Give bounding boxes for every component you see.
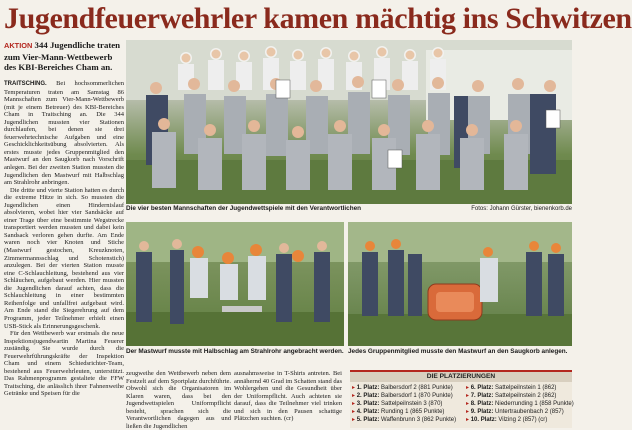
article-signature: (cr) [284, 415, 294, 423]
result-team: Untertraubenbach 2 (857) [495, 409, 564, 415]
result-item [352, 384, 456, 392]
result-team: Runding 1 (865 Punkte) [381, 409, 445, 415]
results-list-right [466, 384, 574, 424]
arrow-icon: ▸ [352, 401, 356, 407]
result-item [466, 408, 574, 416]
article-column-1 [4, 80, 124, 420]
photo-bottom-right-illustration [348, 222, 572, 346]
result-item [466, 392, 574, 400]
photo-bottom-right [348, 222, 572, 346]
dateline: TRAITSCHING. [4, 81, 47, 87]
article-column-3 [234, 370, 342, 424]
arrow-icon: ▸ [352, 409, 356, 415]
lede-text: 344 Jugendliche traten zum Vier-Mann-Wettbewerb des KBI-Bereiches Cham an. [4, 40, 121, 73]
arrow-icon: ▸ [352, 417, 356, 423]
arrow-icon: ▸ [466, 401, 470, 407]
arrow-icon: ▸ [466, 385, 470, 391]
result-place: 10. Platz: [470, 417, 497, 423]
article-column-2 [126, 370, 231, 430]
photo-bottom-left-caption: Der Mastwurf musste mit Halbschlag am Strahlrohr angebracht werden. [126, 348, 344, 355]
result-team: Waffenbrunn 3 (862 Punkte) [381, 417, 457, 423]
article-paragraph-1 [4, 80, 124, 187]
results-signature: (cr) [538, 417, 548, 423]
result-team: Sattelpeilnstein 3 (870) [381, 401, 443, 407]
result-place: 5. Platz: [356, 417, 380, 423]
result-place: 7. Platz: [470, 393, 494, 399]
article-column-3-text [234, 370, 342, 423]
result-team: Niederrunding 1 (858 Punkte) [495, 401, 574, 407]
result-place: 1. Platz: [356, 385, 380, 391]
result-item [352, 392, 456, 400]
article-column-2-text: zeugweihe den Wettbewerb neben dem Festzelt auf dem Sportplatz durchführte. Obwohl sich die Organisatoren im Klaren waren, dass bei den Jugendwettspielen Uniformpflicht besteht, sprachen sich die Verantwortlichen dagegen aus und ließen die Jugendlichen [126, 370, 231, 430]
photo-credit: Fotos: Johann Gürster, bienenkorb.de [471, 206, 572, 212]
results-box [350, 370, 572, 428]
result-item [352, 400, 456, 408]
photo-bottom-left [126, 222, 344, 346]
result-item [352, 408, 456, 416]
article-paragraph-1-text: Bei hochsommerlichen Temperaturen traten am Samstag 86 Mannschaften zum Vier-Mann-Wettbewerb (mit je einem Betreuer) des KBI-Bereiches Cham in Traitsching an. Die 344 Jugendlichen mussten vier Stationen durchlaufen, bei denen sie drei feuerwehrtechnische Aufgaben und eine Geschicklichkeitsübung absolvierten. Als erstes musste jedes Gruppenmitglied den Mastwurf an den Saugkorb nach Vorschrift anlegen. Bei der zweiten Station mussten die Jugendlichen den Mastwurf mit Halbschlag am Strahlrohr anbringen. [4, 80, 124, 187]
results-list-left [352, 384, 456, 424]
result-place: 6. Platz: [470, 385, 494, 391]
result-place: 9. Platz: [470, 409, 494, 415]
result-item [466, 400, 574, 408]
article-column-3-body: ausnahmsweise in T-Shirts antreten. Bei annähernd 40 Grad im Schatten stand das Wohlergehen und die Gesundheit über der Uniformpflicht. Auch achteten sie darauf, dass die Teilnehmer viel trinken und sich in den Pausen schattige Plätzchen suchten. [234, 370, 342, 423]
lede [4, 40, 124, 73]
article-paragraph-3: Für den Wettbewerb war erstmals die neue Inspektionsjugendwartin Martina Feuerer zuständig. Sie wurde durch die Feuerwehrführungskräfte der Inspektion Cham und einem Schiedsrichter-Team, bestehend aus Feuerwehrleuten, unterstützt. Das Rahmenprogramm gestaltete die FFW Traitsching, die anlässlich ihrer Fahnenweihe Getränke und Speisen für die [4, 330, 124, 398]
result-team: Sattelpeilnstein 1 (862) [495, 385, 557, 391]
result-item [466, 384, 574, 392]
results-title: DIE PLATZIERUNGEN [350, 372, 572, 382]
result-team: Balbersdorf 2 (881 Punkte) [381, 385, 453, 391]
photo-top-caption: Die vier besten Mannschaften der Jugendwettspiele mit den Verantwortlichen [126, 205, 362, 212]
photo-top-illustration [126, 40, 572, 204]
arrow-icon: ▸ [352, 385, 356, 391]
result-team: Sattelpeilnstein 2 (862) [495, 393, 557, 399]
result-place: 8. Platz: [470, 401, 494, 407]
result-team: Balbersdorf 1 (870 Punkte) [381, 393, 453, 399]
result-item [466, 416, 574, 424]
arrow-icon: ▸ [352, 393, 356, 399]
arrow-icon: ▸ [466, 417, 470, 423]
arrow-icon: ▸ [466, 393, 470, 399]
kicker: AKTION [4, 41, 33, 50]
result-place: 2. Platz: [356, 393, 380, 399]
headline: Jugendfeuerwehrler kamen mächtig ins Schwitzen [4, 2, 632, 35]
photo-bottom-right-caption: Jedes Gruppenmitglied musste den Mastwurf an den Saugkorb anlegen. [348, 348, 568, 355]
result-item [352, 416, 456, 424]
arrow-icon: ▸ [466, 409, 470, 415]
result-place: 4. Platz: [356, 409, 380, 415]
photo-top-team [126, 40, 572, 204]
photo-bottom-left-illustration [126, 222, 344, 346]
result-place: 3. Platz: [356, 401, 380, 407]
article-paragraph-2: Die dritte und vierte Station hatten es durch die extreme Hitze in sich. So mussten die Jugendlichen einen Hindernislauf absolvieren, wobei hier vier Sandsäcke auf einer Trage über eine bestimmte Wegstrecke transportiert werden mussten und dabei kein Sandsack verloren gehen durfte. Am Ende waren noch vier Knoten und Stiche (Mastwurf gestochen, Kreuzknoten, Zimmermannsschlag und Schotenstich) anzulegen. Bei der vierten Station musste eine C-Schlauchleitung, bestehend aus vier Schläuchen, aufgebaut werden. Hier mussten die Jugendlichen darauf achten, dass die Schlauchleitung in einer bestimmten Reihenfolge und unfallfrei aufgebaut wird. Am Ende stand die Siegerehrung auf dem Programm, jeder Teilnehmer erhielt einen USB-Stick als Erinnerungsgeschenk. [4, 186, 124, 330]
result-team: Vilzing 2 (857) [498, 417, 537, 423]
